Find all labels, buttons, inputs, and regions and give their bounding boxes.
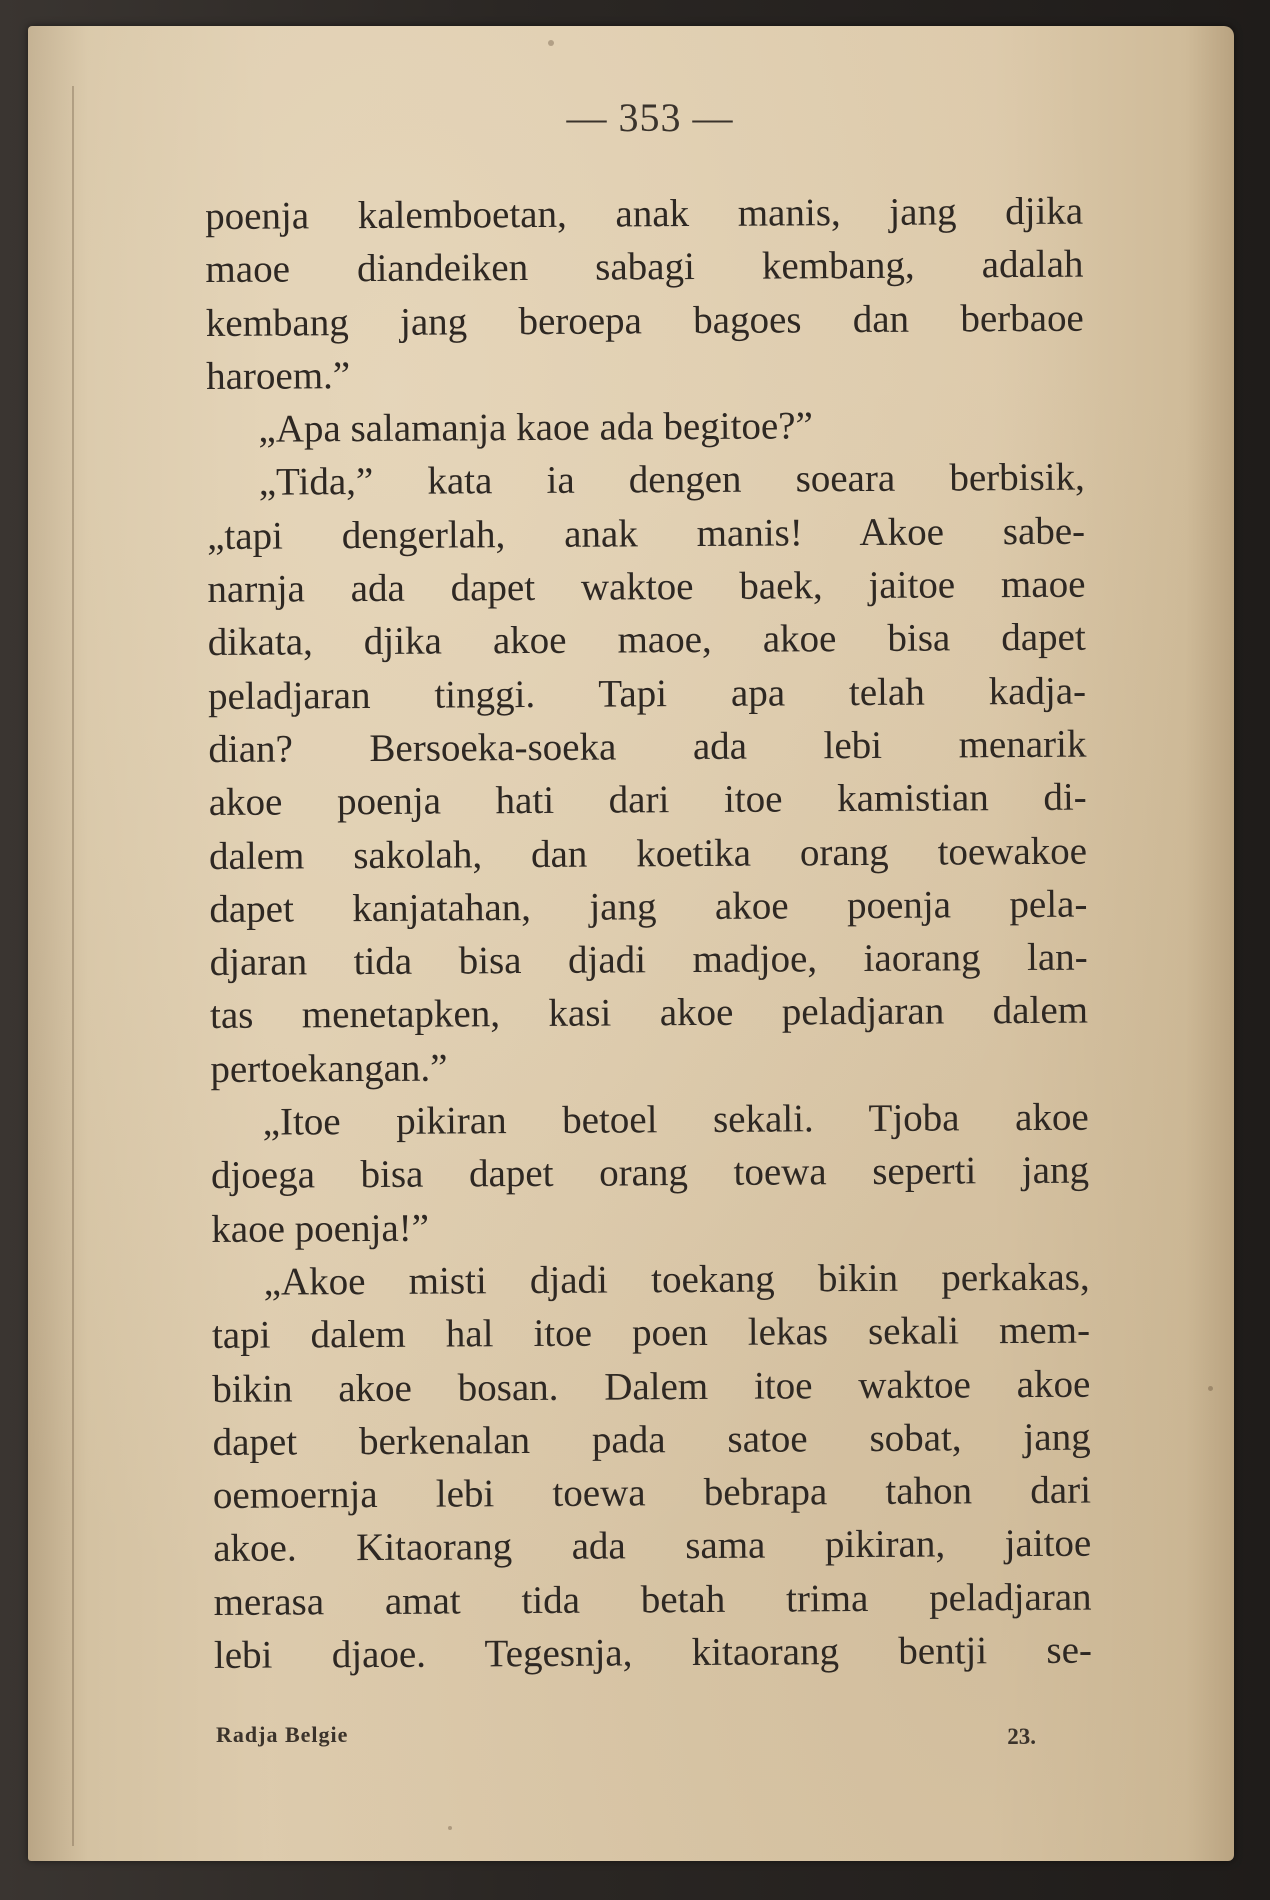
text-line: maoe diandeiken sabagi kembang, adalah	[205, 242, 1084, 292]
text-line: djoega bisa dapet orang toewa seperti jang	[210, 1148, 1090, 1198]
text-line: lebi djaoe. Tegesnja, kitaorang bentji se-	[213, 1628, 1093, 1677]
text-line: tas menetapken, kasi akoe peladjaran dalem	[209, 989, 1089, 1038]
signature-mark: Radja Belgie	[216, 1722, 349, 1747]
text-line: „Akoe misti djadi toekang bikin perkakas,	[263, 1255, 1090, 1304]
text-line: dapet kanjatahan, jang akoe poenja pela-	[209, 882, 1088, 931]
text-line: haroem.”	[206, 354, 351, 398]
text-line: djaran tida bisa djadi madjoe, iaorang lan-	[209, 935, 1088, 985]
text-line: peladjaran tinggi. Tapi apa telah kadja-	[207, 669, 1087, 718]
text-line: tapi dalem hal itoe poen lekas sekali mem-	[211, 1308, 1091, 1358]
text-line: kembang jang beroepa bagoes dan berbaoe	[205, 296, 1084, 345]
page-gutter	[72, 86, 74, 1846]
paper-speck	[448, 1826, 452, 1830]
text-line: oemoernja lebi toewa bebrapa tahon dari	[212, 1468, 1092, 1518]
text-line: bikin akoe bosan. Dalem itoe waktoe akoe	[212, 1362, 1091, 1411]
page-number: — 353 —	[566, 95, 734, 140]
body-text	[205, 185, 1092, 1683]
text-line: akoe. Kitaorang ada sama pikiran, jaitoe	[213, 1522, 1092, 1571]
text-line: kaoe poenja!”	[211, 1206, 430, 1251]
text-line: „Tida,” kata ia dengen soeara berbisik,	[258, 456, 1085, 505]
text-line: „Apa salamanja kaoe ada begitoe?”	[258, 404, 813, 451]
sheet-number: 23.	[1007, 1724, 1036, 1749]
text-line: dikata, djika akoe maoe, akoe bisa dapet	[207, 616, 1086, 665]
text-line: dian? Bersoeka-soeka ada lebi menarik	[208, 722, 1087, 771]
text-line: dalem sakolah, dan koetika orang toewakoe	[208, 829, 1088, 878]
text-line: merasa amat tida betah trima peladjaran	[213, 1575, 1092, 1624]
page-footer	[216, 1722, 1036, 1752]
paper-speck	[1208, 1386, 1213, 1391]
text-line: „Itoe pikiran betoel sekali. Tjoba akoe	[262, 1095, 1089, 1144]
text-line: „tapi dengerlah, anak manis! Akoe sabe-	[206, 509, 1086, 558]
paper-speck	[548, 40, 554, 46]
text-line: akoe poenja hati dari itoe kamistian di-	[208, 775, 1087, 825]
text-line: dapet berkenalan pada satoe sobat, jang	[212, 1415, 1091, 1464]
text-line: pertoekangan.”	[210, 1046, 448, 1091]
text-line: poenja kalemboetan, anak manis, jang djika	[205, 189, 1084, 238]
text-line: narnja ada dapet waktoe baek, jaitoe maoe	[207, 562, 1086, 612]
